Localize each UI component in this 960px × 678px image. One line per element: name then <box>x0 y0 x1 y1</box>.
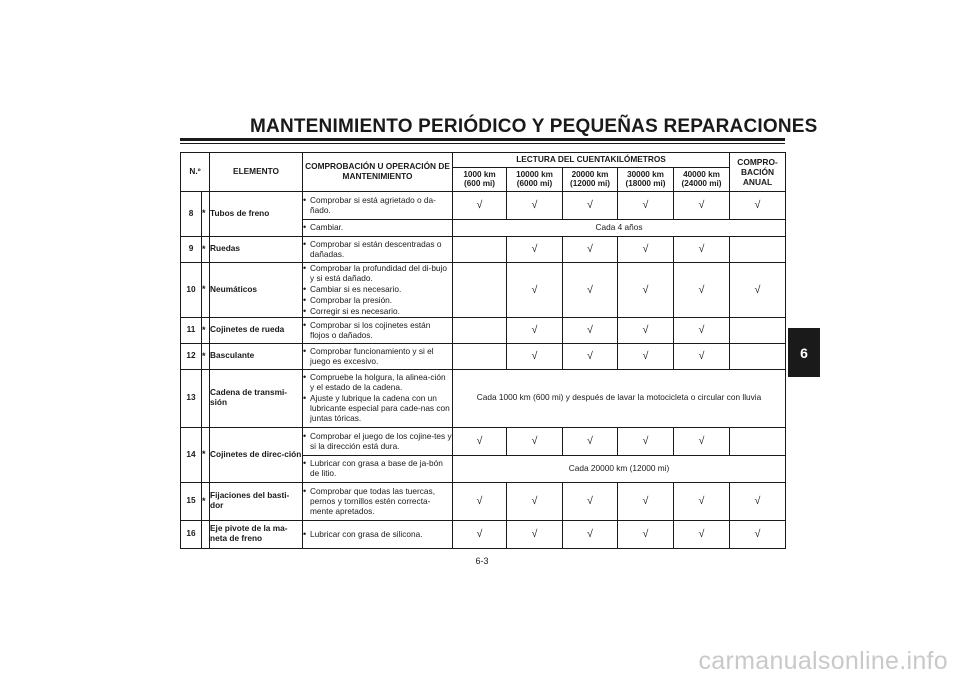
check-mark: √ <box>563 191 618 219</box>
check-mark: √ <box>618 482 674 520</box>
operation-cell: • Comprobar funcionamiento y si el juego es excesivo. <box>303 343 453 369</box>
table-row <box>181 236 786 262</box>
check-mark: √ <box>563 427 618 455</box>
table-row <box>181 343 786 369</box>
header-interval: 10000 km (6000 mi) <box>507 167 563 191</box>
check-mark: √ <box>453 520 507 548</box>
check-mark: √ <box>674 520 730 548</box>
check-empty <box>453 262 507 317</box>
check-mark: √ <box>507 191 563 219</box>
check-mark: √ <box>453 191 507 219</box>
check-mark: √ <box>674 482 730 520</box>
element-name: Cojinetes de direc-ción <box>210 427 303 482</box>
table-row <box>181 520 786 548</box>
header-operation: COMPROBACIÓN U OPERACIÓN DE MANTENIMIENTO <box>303 153 453 192</box>
check-mark: √ <box>563 343 618 369</box>
page-number: 6-3 <box>475 556 489 566</box>
asterisk-mark: * <box>202 236 210 262</box>
interval-text: Cada 20000 km (12000 mi) <box>453 455 786 482</box>
check-mark: √ <box>563 520 618 548</box>
check-mark: √ <box>674 191 730 219</box>
check-mark: √ <box>507 520 563 548</box>
item-number: 12 <box>181 343 202 369</box>
check-mark: √ <box>618 262 674 317</box>
annual-check-mark: √ <box>730 520 786 548</box>
asterisk-mark: * <box>202 191 210 236</box>
asterisk-empty <box>202 520 210 548</box>
table-row <box>181 427 786 455</box>
check-empty <box>453 343 507 369</box>
header-no: N.º <box>181 153 210 192</box>
asterisk-mark: * <box>202 262 210 317</box>
check-mark: √ <box>563 236 618 262</box>
operation-cell: • Comprobar que todas las tuercas, pernos y tornillos estén correcta-mente apretados. <box>303 482 453 520</box>
operation-cell: • Lubricar con grasa de silicona. <box>303 520 453 548</box>
asterisk-mark: * <box>202 343 210 369</box>
operation-cell: • Cambiar. <box>303 219 453 236</box>
annual-check-mark: √ <box>730 191 786 219</box>
header-interval: 1000 km (600 mi) <box>453 167 507 191</box>
table-row <box>181 262 786 317</box>
item-number: 14 <box>181 427 202 482</box>
item-number: 10 <box>181 262 202 317</box>
annual-check-empty <box>730 317 786 343</box>
interval-text: Cada 1000 km (600 mi) y después de lavar la motocicleta o circular con lluvia <box>453 369 786 427</box>
check-mark: √ <box>618 191 674 219</box>
operation-cell: • Comprobar el juego de los cojine-tes y si la dirección está dura. <box>303 427 453 455</box>
table-row <box>181 317 786 343</box>
maintenance-table <box>180 152 786 549</box>
check-empty <box>453 236 507 262</box>
check-mark: √ <box>563 482 618 520</box>
operation-cell: • Lubricar con grasa a base de ja-bón de litio. <box>303 455 453 482</box>
check-mark: √ <box>618 427 674 455</box>
check-mark: √ <box>507 482 563 520</box>
check-mark: √ <box>453 427 507 455</box>
table-header-row <box>181 153 786 168</box>
item-number: 13 <box>181 369 202 427</box>
check-mark: √ <box>674 262 730 317</box>
check-mark: √ <box>507 427 563 455</box>
element-name: Cojinetes de rueda <box>210 317 303 343</box>
item-number: 9 <box>181 236 202 262</box>
check-mark: √ <box>507 317 563 343</box>
element-name: Fijaciones del basti-dor <box>210 482 303 520</box>
operation-cell: • Comprobar la profundidad del di-bujo y si está dañado. • Cambiar si es necesario. • Comprobar la presión. • Corregir si es necesario. <box>303 262 453 317</box>
operation-cell: • Comprobar si está agrietado o da-ñado. <box>303 191 453 219</box>
item-number: 16 <box>181 520 202 548</box>
element-name: Cadena de transmi-sión <box>210 369 303 427</box>
watermark: carmanualsonline.info <box>698 647 948 675</box>
asterisk-mark: * <box>202 317 210 343</box>
element-name: Basculante <box>210 343 303 369</box>
header-interval: 40000 km (24000 mi) <box>674 167 730 191</box>
check-mark: √ <box>674 236 730 262</box>
page-title: MANTENIMIENTO PERIÓDICO Y PEQUEÑAS REPARACIONES <box>250 116 818 137</box>
title-rule <box>180 138 785 141</box>
check-mark: √ <box>563 317 618 343</box>
operation-cell: • Compruebe la holgura, la alinea-ción y el estado de la cadena. • Ajuste y lubrique la cadena con un lubricante especial para cade-nas con juntas tóricas. <box>303 369 453 427</box>
check-mark: √ <box>618 520 674 548</box>
check-mark: √ <box>618 343 674 369</box>
annual-check-empty <box>730 427 786 455</box>
chapter-tab: 6 <box>788 328 820 377</box>
check-mark: √ <box>453 482 507 520</box>
operation-cell: • Comprobar si los cojinetes están flojos o dañados. <box>303 317 453 343</box>
check-mark: √ <box>674 343 730 369</box>
header-element: ELEMENTO <box>210 153 303 192</box>
table-row <box>181 482 786 520</box>
check-mark: √ <box>507 343 563 369</box>
check-mark: √ <box>618 236 674 262</box>
table-row <box>181 369 786 427</box>
check-empty <box>453 317 507 343</box>
asterisk-mark: * <box>202 427 210 482</box>
title-rule-thin <box>180 143 785 144</box>
element-name: Eje pivote de la ma-neta de freno <box>210 520 303 548</box>
check-mark: √ <box>674 427 730 455</box>
annual-check-empty <box>730 343 786 369</box>
check-mark: √ <box>674 317 730 343</box>
annual-check-mark: √ <box>730 482 786 520</box>
asterisk-empty <box>202 369 210 427</box>
annual-check-mark: √ <box>730 262 786 317</box>
header-interval: 20000 km (12000 mi) <box>563 167 618 191</box>
element-name: Ruedas <box>210 236 303 262</box>
check-mark: √ <box>507 262 563 317</box>
element-name: Tubos de freno <box>210 191 303 236</box>
asterisk-mark: * <box>202 482 210 520</box>
item-number: 11 <box>181 317 202 343</box>
operation-cell: • Comprobar si están descentradas o dañadas. <box>303 236 453 262</box>
item-number: 15 <box>181 482 202 520</box>
header-annual: COMPRO-BACIÓN ANUAL <box>730 153 786 192</box>
check-mark: √ <box>618 317 674 343</box>
element-name: Neumáticos <box>210 262 303 317</box>
header-interval: 30000 km (18000 mi) <box>618 167 674 191</box>
interval-text: Cada 4 años <box>453 219 786 236</box>
header-odometer: LECTURA DEL CUENTAKILÓMETROS <box>453 153 730 168</box>
check-mark: √ <box>507 236 563 262</box>
item-number: 8 <box>181 191 202 236</box>
annual-check-empty <box>730 236 786 262</box>
check-mark: √ <box>563 262 618 317</box>
table-row <box>181 191 786 219</box>
